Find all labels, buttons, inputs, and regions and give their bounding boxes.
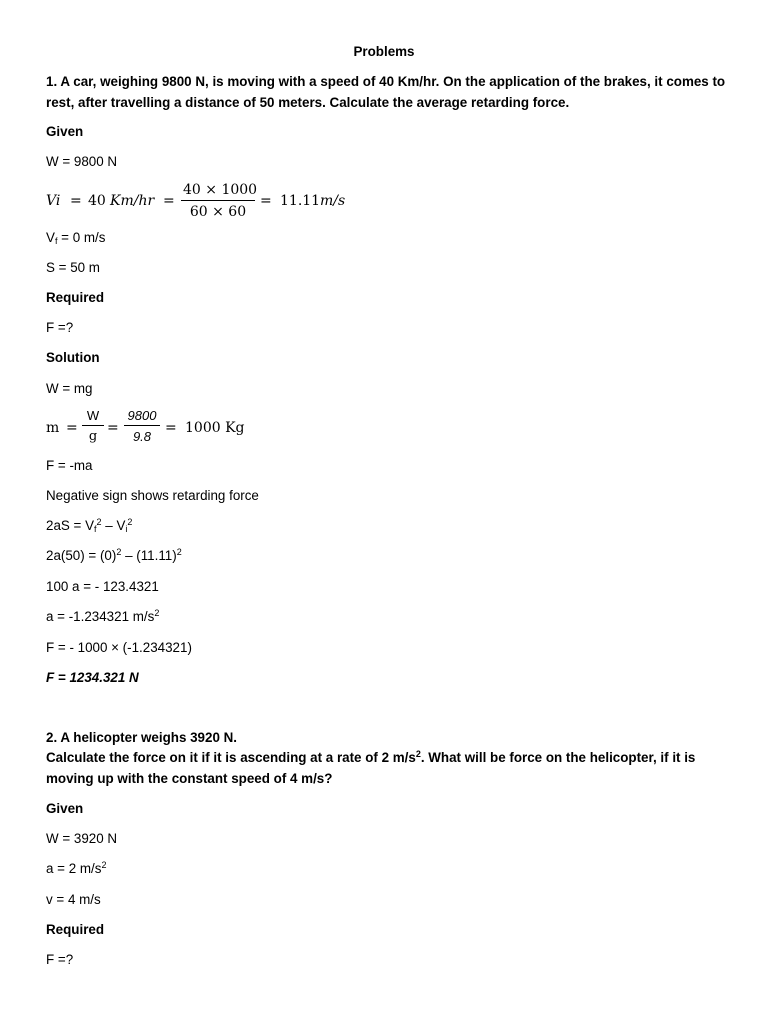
- p1-given-weight: W = 9800 N: [46, 154, 118, 169]
- p1-final-velocity: [46, 228, 105, 248]
- eq-superscript: 2: [101, 860, 107, 870]
- q-part: Calculate the force on it if it is ascending at a rate of 2 m/s: [46, 750, 416, 765]
- p1-100a-equation: 100 a = - 123.4321: [46, 579, 159, 594]
- p1-required-heading: Required: [46, 290, 105, 305]
- m-fraction-2-numerator: 9800: [127, 408, 157, 423]
- eq-part: 2a(50) = (0): [46, 548, 117, 563]
- problem-1-question: 1. A car, weighing 9800 N, is moving with a speed of 40 Km/hr. On the application of the brakes, it comes to rest, after travelling a distance of 50 meters. Calculate the average retarding force.: [46, 74, 726, 110]
- m-fraction-2-denominator: 9.8: [132, 429, 152, 444]
- vi-result: 11.11: [280, 193, 321, 209]
- vi-eq3: =: [260, 193, 272, 209]
- vi-value: 40: [88, 193, 106, 209]
- eq-superscript: 2: [176, 547, 182, 557]
- vi-lhs: Vi: [46, 193, 61, 209]
- p2-given-velocity: v = 4 m/s: [46, 892, 101, 907]
- vf-value: = 0 m/s: [57, 230, 106, 245]
- problem-2-title: 2. A helicopter weighs 3920 N.: [46, 730, 238, 745]
- vf-subscript: f: [54, 236, 58, 246]
- eq-2as-part: 2aS = V: [46, 518, 95, 533]
- eq-subscript: i: [125, 524, 128, 534]
- m-fraction-1-numerator: W: [86, 408, 100, 423]
- q-part: . What will be force on the helicopter, if it is: [420, 750, 696, 765]
- m-fraction-1: [82, 408, 104, 444]
- p2-required-force: F =?: [46, 952, 74, 967]
- m-eq3: =: [165, 420, 177, 436]
- p1-weight-formula: W = mg: [46, 381, 93, 396]
- p1-acceleration: [46, 607, 159, 627]
- p1-substitution: [46, 546, 182, 566]
- vi-eq1: =: [70, 193, 82, 209]
- vi-result-unit: m/s: [320, 193, 346, 209]
- vi-fraction-numerator: 40 × 1000: [183, 182, 258, 198]
- p1-negative-sign-note: Negative sign shows retarding force: [46, 488, 259, 503]
- eq-superscript: 2: [154, 608, 160, 618]
- p1-force-formula: F = -ma: [46, 458, 93, 473]
- eq-part: a = -1.234321 m/s: [46, 609, 155, 624]
- m-eq1: =: [66, 420, 78, 436]
- p1-force-answer: F = 1234.321 N: [46, 670, 139, 685]
- eq-superscript: 2: [96, 517, 102, 527]
- m-result: 1000 Kg: [185, 420, 245, 436]
- vf-symbol: V: [46, 230, 55, 245]
- eq-superscript: 2: [116, 547, 122, 557]
- page-title: Problems: [353, 44, 415, 59]
- vi-eq2: =: [163, 193, 175, 209]
- p1-kinematic-equation: [46, 516, 132, 536]
- eq-2as-part: – V: [101, 518, 126, 533]
- p1-given-heading: Given: [46, 124, 84, 139]
- p2-given-weight: W = 3920 N: [46, 831, 118, 846]
- p2-required-heading: Required: [46, 922, 105, 937]
- eq-part: – (11.11): [121, 548, 177, 563]
- m-lhs: m: [46, 420, 60, 436]
- eq-subscript: f: [94, 524, 97, 534]
- vi-fraction-denominator: 60 × 60: [189, 204, 247, 220]
- m-fraction-1-denominator: g: [88, 429, 98, 444]
- p1-solution-heading: Solution: [46, 350, 100, 365]
- problem-2-question-line-1: [46, 748, 695, 768]
- eq-superscript: 2: [127, 517, 133, 527]
- vi-unit: Km/hr: [110, 193, 155, 209]
- m-eq2: =: [107, 420, 119, 436]
- q-superscript: 2: [415, 749, 421, 759]
- m-fraction-2: [124, 408, 160, 444]
- p1-required-force: F =?: [46, 320, 74, 335]
- p1-force-calculation: F = - 1000 × (-1.234321): [46, 640, 192, 655]
- eq-part: a = 2 m/s: [46, 861, 102, 876]
- problem-2-question-line-2: moving up with the constant speed of 4 m/s?: [46, 771, 333, 786]
- p1-distance: S = 50 m: [46, 260, 100, 275]
- p2-given-acceleration: [46, 859, 106, 879]
- vi-fraction: [181, 182, 258, 220]
- p2-given-heading: Given: [46, 801, 84, 816]
